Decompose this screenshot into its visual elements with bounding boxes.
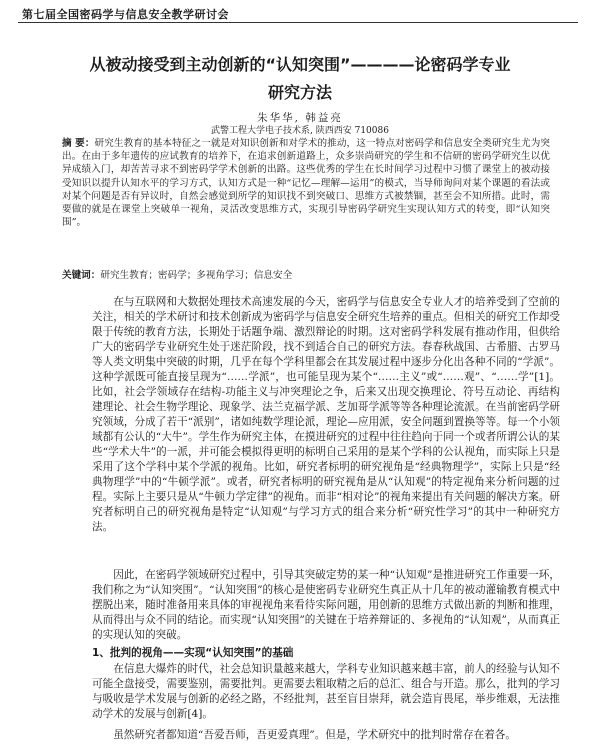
keywords-label: 关键词： <box>62 270 101 281</box>
abstract-text: 研究生教育的基本特征之一就是对知识创新和对学术的推动，这一特点对密码学和信息安全类研究生尤为突出。在由于多年遗传的应试教育的培养下，在追求创新道路上，众多崇尚研究的学生和不信研的密码学研究生以优异成绩入门，却苦苦寻求不到密码学学术创新的出路。这些优秀的学生在长时间学习过程中习惯了课堂上的被动接受知识以提升认知水平的学习方式，认知方式是一种“记忆—理解—运用”的模式，当导师询问对某个课题的看法或对某个问题是否有异议时，自然会感觉到所学的知识找不到突破口、思维方式被禁锢，甚至会不知所措。此时，需要做的就是在课堂上突破单一视角，灵活改变思维方式，实现引导密码学研究生实现认知方式的转变，即“认知突围”。 <box>62 138 551 229</box>
section-heading: 1、批判的视角——实现“认知突围”的基础 <box>92 647 294 659</box>
paper-title-line2: 研究方法 <box>267 83 332 102</box>
body-paragraph-2: 因此，在密码学领域研究过程中，引导其突破定势的某一种“认知观”是推进研究工作重要一环，我们称之为“认知突围”。“认知突围”的核心是使密码专业研究生真正从十几年的被动灌输教育模式中摆脱出来，随时准备用来具体的审视视角来看待实际问题，用创新的思维方式做出新的判断和推理，从而得出与众不同的结论。而实现“认知突围”的关键在于培养辩证的、多视角的“认知观”，从而真正的实现认知的突破。 <box>92 569 560 641</box>
keywords <box>62 269 550 282</box>
running-head: 第七届全国密码学与信息安全教学研讨会 <box>22 8 229 21</box>
body-paragraph-4: 虽然研究者都知道“吾爱吾师，吾更爱真理”。但是，学术研究中的批判时常存在着各。 <box>113 729 516 741</box>
paper-title-line1: 从被动接受到主动创新的“认知突围”————论密码学专业 <box>89 55 511 74</box>
affiliation: 武警工程大学电子技术系, 陕西西安 710086 <box>211 126 389 136</box>
authors: 朱华华, 韩益亮 <box>257 112 343 124</box>
keywords-text: 研究生教育；密码学；多视角学习；信息安全 <box>100 270 293 281</box>
body-paragraph-1: 在与互联网和大数据处理技术高速发展的今天，密码学与信息安全专业人才的培养受到了空前的关注，相关的学术研讨和技术创新成为密码学与信息安全研究生培养的重点。但相关的研究工作却受限于传统的教育方法，长期处于话题争端、激烈辩论的时期。这对密码学科发展有推动作用，但供给广大的密码学专业研究生处于迷茫阶段，找不到适合自己的研究方法。春春秋战国、古希腊、古罗马等人类文明集中突破的时期，几乎在每个学科里都会在其发展过程中逐步分化出各种不同的“学派”。这种学派既可能直接呈现为“……学派”，也可能呈现为某个“……主义”或“……观”、“……学”[1]。比如，社会学领域存在结构-功能主义与冲突理论之争，后来又出现交换理论、符号互动论、再结构建理论、社会生物学理论、现象学、法兰克福学派、芝加哥学派等等各种理论流派。在当前密码学研究领域，分成了若干“派别”，诸如纯数学理论派，理论—应用派，安全问题到置换等等。每一个小领域都有公认的“大牛”。学生作为研究主体，在摸进研究的过程中往往趋向于同一个或者所谓公认的某些“学术大牛”的一派，并可能会模拟得更明的标明自己采用的是某个学科的公认视角，而实际上只是采用了这个学科中某个学派的视角。比如，研究者标明的研究视角是“经典物理学”，实际上只是“经典物理学”中的“牛顿学派”。或者，研究者标明的研究视角是从“认知观”的特定视角来分析问题的过程。实际上主要只是从“牛顿力学定律”的视角。而非“相对论”的视角来提出有关问题的解决方案。研究者标明自己的研究视角是特定“认知观”与学习方式的组合来分析“研究性学习”的其中一种研究方法。 <box>92 296 560 533</box>
body-paragraph-3: 在信息大爆炸的时代，社会总知识量越来越大，学科专业知识越来越丰富，前人的经验与认知不可能全盘接受，需要鉴别，需要批判。更需要去粗取精之后的总汇、组合与开造。那么，批判的学习与吸收是学术发展与创新的必经之路，不经批判，甚至盲目崇拜，就会造肓畏尾，举步维艰，无法推动学术的发展与创新[4]。 <box>92 663 560 720</box>
abstract <box>62 137 550 229</box>
abstract-label: 摘 要： <box>62 138 95 149</box>
header-rule <box>18 22 578 23</box>
